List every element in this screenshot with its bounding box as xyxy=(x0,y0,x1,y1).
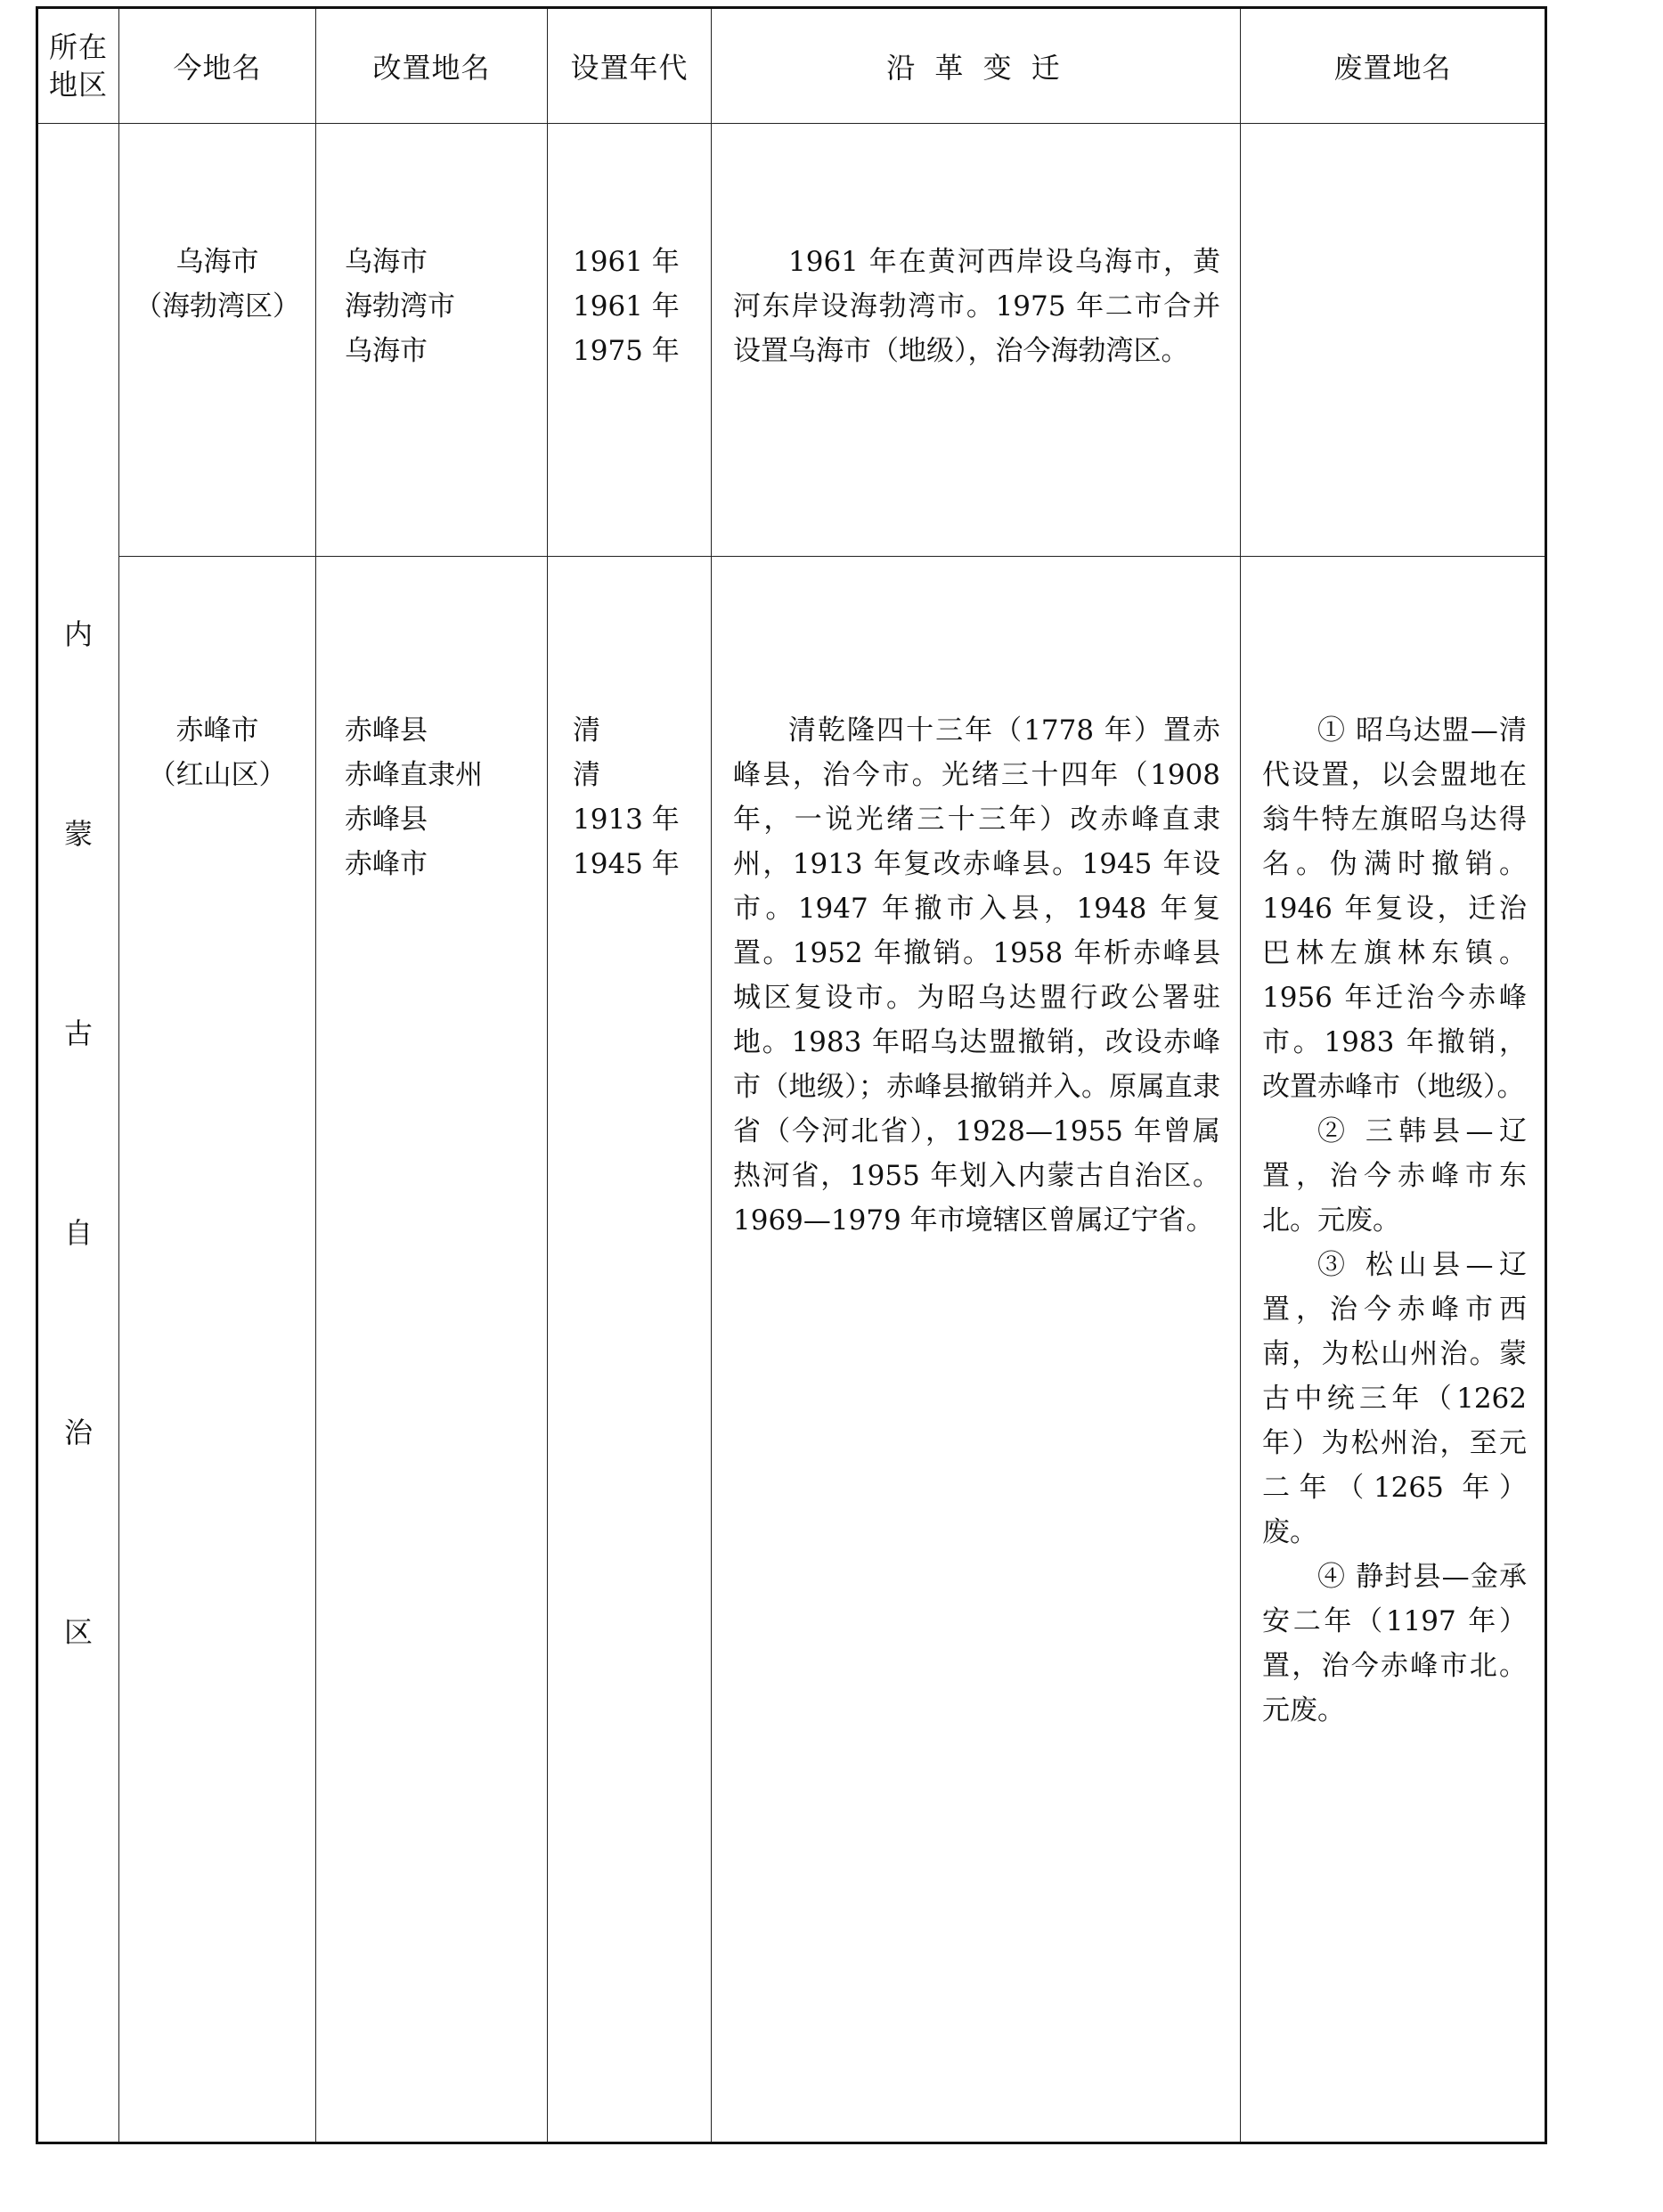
abolished-cell xyxy=(1241,557,1546,2143)
renamed-item: 乌海市 xyxy=(345,246,428,278)
history-text: 清乾隆四十三年（1778 年）置赤峰县，治今市。光绪三十四年（1908 年，一说光绪三十三年）改赤峰直隶州，1913 年复改赤峰县。1945 年设市。1947 年撤市入县，1948 年复置。1952 年撤销。1958 年析赤峰县城区复设市。为昭乌达盟行政公署驻地。1983 年昭乌达盟撤销，改设赤峰市（地级）；赤峰县撤销并入。原属直隶省（今河北省），1928—1955 年曾属热河省，1955 年划入内蒙古自治区。1969—1979 年市境辖区曾属辽宁省。 xyxy=(733,714,1220,1237)
region-char: 自 xyxy=(63,1215,93,1250)
current-name: 乌海市 xyxy=(175,246,259,278)
renamed-item: 赤峰县 xyxy=(345,714,428,747)
history-text: 1961 年在黄河西岸设乌海市，黄河东岸设海勃湾市。1975 年二市合并设置乌海市（地级），治今海勃湾区。 xyxy=(733,246,1220,367)
current-name: 赤峰市 xyxy=(175,714,259,747)
abolished-cell xyxy=(1241,124,1546,557)
year-item: 1961 年 xyxy=(573,246,680,278)
years-cell xyxy=(548,557,712,2143)
renamed-item: 赤峰市 xyxy=(345,848,428,880)
renamed-item: 乌海市 xyxy=(345,335,428,367)
table-row-wuhai xyxy=(37,124,1546,557)
abolished-entry: ③ 松山县—辽置，治今赤峰市西南，为松山州治。蒙古中统三年（1262 年）为松州治，至元二年（1265 年）废。 xyxy=(1262,1249,1527,1548)
current-name-cell xyxy=(119,557,316,2143)
table-row-chifeng xyxy=(37,557,1546,2143)
current-name-cell xyxy=(119,124,316,557)
year-item: 清 xyxy=(573,714,600,747)
year-item: 1961 年 xyxy=(573,290,680,322)
renamed-item: 赤峰县 xyxy=(345,804,428,836)
history-cell xyxy=(712,557,1241,2143)
year-item: 1913 年 xyxy=(573,804,680,836)
renamed-item: 赤峰直隶州 xyxy=(345,759,483,791)
region-char: 内 xyxy=(63,616,93,651)
abolished-entry: ④ 静封县—金承安二年（1197 年）置，治今赤峰市北。元废。 xyxy=(1262,1561,1527,1726)
header-current-name: 今地名 xyxy=(119,8,316,124)
current-district: （海勃湾区） xyxy=(135,290,300,322)
header-history: 沿 革 变 迁 xyxy=(712,8,1241,124)
header-established: 设置年代 xyxy=(548,8,712,124)
gazetteer-table xyxy=(36,6,1547,2144)
region-cell xyxy=(37,124,119,2143)
region-char: 蒙 xyxy=(63,816,93,851)
year-item: 清 xyxy=(573,759,600,791)
year-item: 1975 年 xyxy=(573,335,680,367)
region-char: 古 xyxy=(63,1016,93,1050)
header-abolished: 废置地名 xyxy=(1241,8,1546,124)
header-region: 所在地区 xyxy=(37,8,119,124)
region-char: 治 xyxy=(63,1415,93,1449)
renamed-cell xyxy=(316,557,548,2143)
header-row xyxy=(37,8,1546,124)
years-cell xyxy=(548,124,712,557)
abolished-entry: ① 昭乌达盟—清代设置，以会盟地在翁牛特左旗昭乌达得名。伪满时撤销。1946 年复设，迁治巴林左旗林东镇。1956 年迁治今赤峰市。1983 年撤销，改置赤峰市（地级）。 xyxy=(1262,714,1527,1103)
abolished-entry: ② 三韩县—辽置，治今赤峰市东北。元废。 xyxy=(1262,1115,1527,1237)
year-item: 1945 年 xyxy=(573,848,680,880)
header-renamed: 改置地名 xyxy=(316,8,548,124)
current-district: （红山区） xyxy=(148,759,287,791)
renamed-cell xyxy=(316,124,548,557)
region-char: 区 xyxy=(63,1614,93,1649)
renamed-item: 海勃湾市 xyxy=(345,290,455,322)
region-name xyxy=(38,535,118,1732)
history-cell xyxy=(712,124,1241,557)
